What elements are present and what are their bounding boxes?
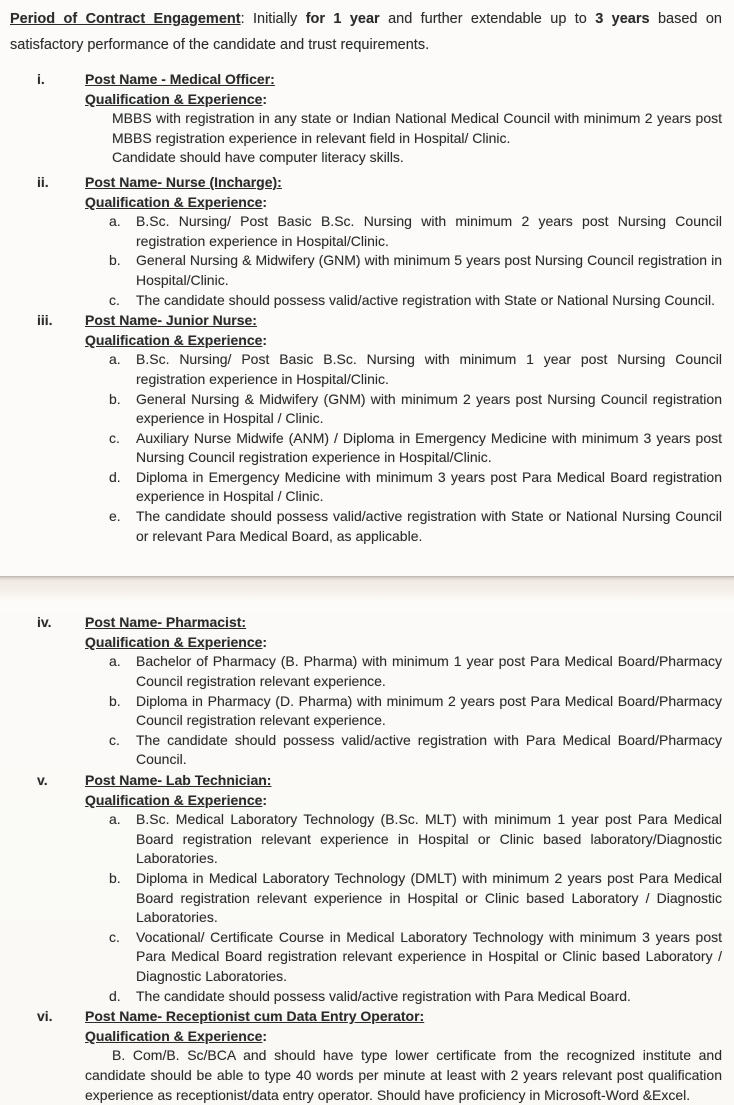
qualification-heading: [85, 193, 722, 213]
post-name-heading: [85, 311, 722, 331]
item-letter: e.: [109, 508, 121, 525]
item-text: Diploma in Emergency Medicine with minimum 3 years post Para Medical Board registration experience in Hospital / Clinic.: [136, 468, 722, 505]
item-text: The candidate should possess valid/active registration with Para Medical Board.: [136, 987, 631, 1004]
qualification-item: [85, 251, 722, 290]
qualification-item: [85, 212, 722, 251]
section-content: [85, 173, 722, 310]
post-section-receptionist: [10, 1007, 722, 1105]
post-name-text: Post Name- Pharmacist:: [85, 614, 247, 631]
qualification-text: Qualification & Experience: [85, 193, 263, 210]
item-letter: b.: [109, 692, 121, 709]
item-text: Auxiliary Nurse Midwife (ANM) / Diploma in Emergency Medicine with minimum 3 years post Nursing Council registration experience in Hospital/Clinic.: [136, 429, 722, 466]
qualification-paragraph: B. Com/B. Sc/BCA and should have type lower certificate from the recognized institute and candidate should be able to type 40 words per minute at least with 2 years relevant post qualification experience as receptionist/data entry operator. Should have proficiency in Microsoft-Word &Excel.: [85, 1047, 722, 1103]
item-text: Diploma in Pharmacy (D. Pharma) with minimum 2 years post Para Medical Board/Pharmacy Council registration relevant experience.: [136, 692, 722, 729]
qualification-item: [85, 731, 722, 770]
item-letter: c.: [109, 928, 120, 945]
qualification-item: [85, 291, 722, 311]
section-roman-numeral: iii.: [37, 312, 53, 329]
item-letter: b.: [109, 869, 121, 886]
intro-title: Period of Contract Engagement: [10, 11, 241, 27]
intro-bold-1: for 1 year: [305, 11, 380, 27]
page-seam: [0, 576, 734, 602]
item-text: Vocational/ Certificate Course in Medical Laboratory Technology with minimum 3 years post Para Medical Board registration relevant experience in Hospital or Clinic based Laboratory / Diagnostic Laboratories.: [136, 928, 722, 984]
item-text: General Nursing & Midwifery (GNM) with minimum 5 years post Nursing Council registration in Hospital/Clinic.: [136, 252, 722, 288]
item-letter: a.: [109, 213, 121, 230]
qualification-colon: :: [262, 633, 268, 650]
item-letter: a.: [109, 653, 121, 670]
item-letter: a.: [109, 811, 121, 828]
intro-bold-2: 3 years: [595, 11, 650, 27]
post-name-heading: [85, 173, 722, 193]
item-text: Bachelor of Pharmacy (B. Pharma) with minimum 1 year post Para Medical Board/Pharmacy Council registration relevant experience.: [136, 653, 722, 690]
qualification-item: [85, 390, 722, 429]
qualification-heading: [85, 791, 722, 811]
post-name-heading: [85, 613, 722, 633]
post-name-text: Post Name- Lab Technician:: [85, 772, 272, 788]
qualification-heading: [85, 1027, 722, 1047]
intro-text-2: and further extendable up to: [379, 11, 596, 27]
section-roman-numeral: vi.: [37, 1008, 53, 1025]
item-text: The candidate should possess valid/active registration with State or National Nursing Council or relevant Para Medical Board, as applicable.: [136, 508, 722, 544]
item-letter: c.: [109, 291, 120, 308]
qualification-item: [85, 350, 722, 389]
section-roman-numeral: iv.: [37, 614, 52, 631]
post-section-medical-officer: [10, 70, 722, 168]
post-name-text: Post Name- Nurse (Incharge):: [85, 173, 282, 190]
post-name-heading: [85, 70, 722, 90]
item-letter: a.: [109, 351, 121, 368]
item-text: The candidate should possess valid/active registration with State or National Nursing Council.: [136, 291, 715, 308]
item-letter: b.: [109, 390, 121, 407]
qualification-colon: :: [262, 791, 268, 808]
item-letter: d.: [109, 468, 121, 485]
qualification-paragraph: MBBS with registration in any state or Indian National Medical Council with minimum 2 years post MBBS registration experience in relevant field in Hospital/ Clinic.: [112, 110, 722, 146]
section-roman-numeral: i.: [37, 71, 45, 87]
post-name-text: Post Name - Medical Officer:: [85, 71, 275, 87]
qualification-item: [85, 987, 722, 1007]
post-section-pharmacist: [10, 613, 722, 770]
post-name-text: Post Name- Junior Nurse:: [85, 312, 257, 329]
section-content: [85, 311, 722, 546]
intro-paragraph: [10, 6, 722, 58]
item-text: Diploma in Medical Laboratory Technology (DMLT) with minimum 2 years post Para Medical Board registration relevant experience in Hospital or Clinic based Laboratory / Diagnostic Laboratories.: [136, 869, 722, 926]
lower-page-region: [0, 613, 734, 1105]
item-text: B.Sc. Nursing/ Post Basic B.Sc. Nursing with minimum 2 years post Nursing Council registration experience in Hospital/Clinic.: [136, 213, 722, 249]
qualification-item: [85, 429, 722, 468]
section-roman-numeral: v.: [37, 772, 48, 788]
post-name-text: Post Name- Receptionist cum Data Entry Operator:: [85, 1008, 425, 1025]
qualification-text: Qualification & Experience: [85, 90, 263, 107]
qualification-item: [85, 652, 722, 691]
item-letter: d.: [109, 987, 121, 1004]
qualification-colon: :: [262, 1027, 268, 1044]
qualification-item: [85, 692, 722, 731]
post-section-nurse-incharge: [10, 173, 722, 310]
qualification-text: Qualification & Experience: [85, 791, 263, 808]
section-content: [85, 613, 722, 770]
item-letter: c.: [109, 731, 120, 748]
qualification-text: Qualification & Experience: [85, 633, 263, 650]
post-section-junior-nurse: [10, 311, 722, 546]
qualification-item: [85, 810, 722, 869]
section-roman-numeral: ii.: [37, 173, 49, 190]
item-letter: b.: [109, 252, 121, 269]
qualification-heading: [85, 331, 722, 351]
qualification-item: [85, 928, 722, 987]
qualification-text: Qualification & Experience: [85, 1027, 263, 1044]
item-text: The candidate should possess valid/active registration with Para Medical Board/Pharmacy Council.: [136, 731, 722, 768]
qualification-colon: :: [262, 331, 268, 348]
item-text: B.Sc. Nursing/ Post Basic B.Sc. Nursing with minimum 1 year post Nursing Council registration experience in Hospital/Clinic.: [136, 351, 722, 387]
section-content: [85, 1007, 722, 1105]
item-text: B.Sc. Medical Laboratory Technology (B.Sc. MLT) with minimum 1 year post Para Medical Board registration relevant experience in Hospital or Clinic based laboratory/Diagnostic Laboratories.: [136, 811, 722, 867]
item-letter: c.: [109, 429, 120, 446]
item-text: General Nursing & Midwifery (GNM) with minimum 2 years post Nursing Council registration experience in Hospital / Clinic.: [136, 390, 722, 427]
qualification-colon: :: [262, 90, 268, 107]
qualification-item: [85, 507, 722, 546]
qualification-text: Qualification & Experience: [85, 331, 263, 348]
qualification-paragraph: Candidate should have computer literacy skills.: [112, 149, 404, 166]
qualification-item: [85, 869, 722, 928]
post-name-heading: [85, 771, 722, 791]
qualification-heading: [85, 90, 722, 110]
section-content: [85, 70, 722, 168]
qualification-heading: [85, 633, 722, 653]
post-section-lab-technician: [10, 771, 722, 1006]
intro-text-3: based on satisfactory performance of the candidate and trust requirements.: [10, 11, 722, 53]
section-content: [85, 771, 722, 1006]
qualification-item: [85, 468, 722, 507]
qualification-colon: :: [262, 193, 268, 210]
intro-text-1: : Initially: [240, 11, 306, 27]
